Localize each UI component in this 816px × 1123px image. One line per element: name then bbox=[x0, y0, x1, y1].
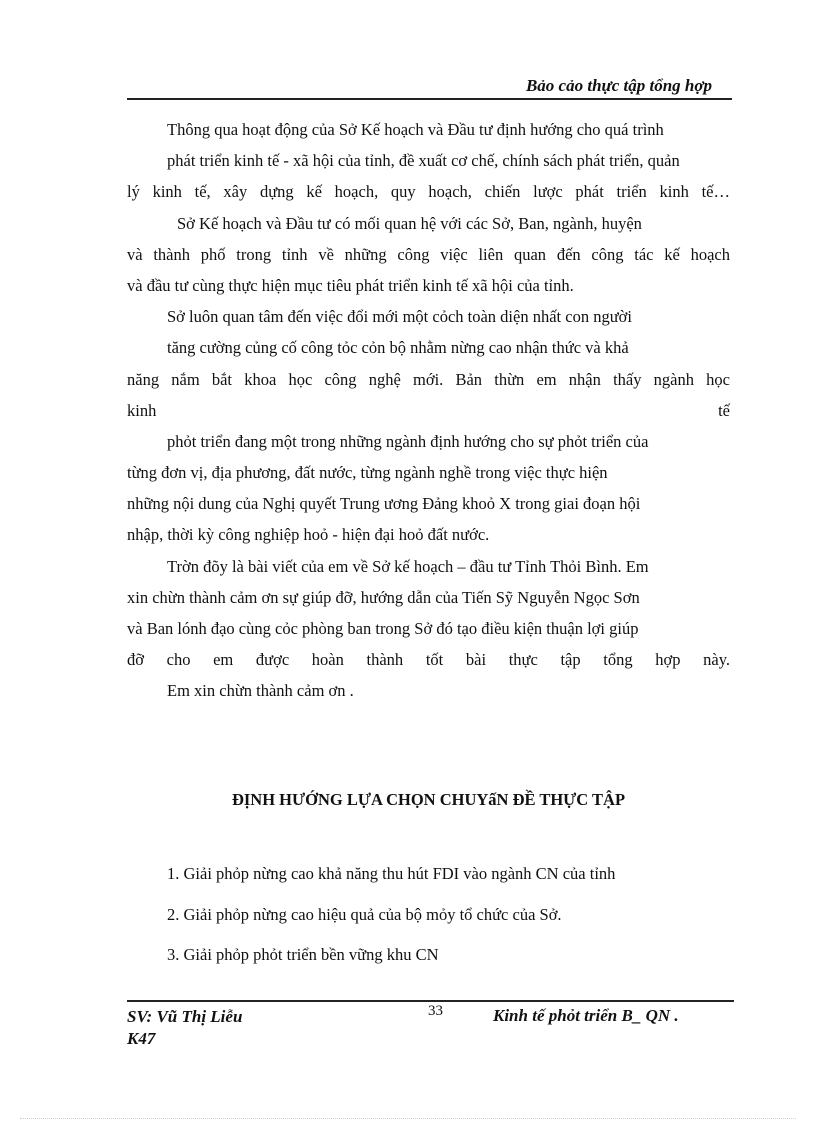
paragraph-line: lý kinh tế, xây dựng kế hoạch, quy hoạch, chiến lược phát triển kinh tế… bbox=[127, 182, 730, 202]
paragraph-line: từng đơn vị, địa phương, đất nước, từng ngành nghề trong việc thực hiện bbox=[127, 463, 608, 483]
paragraph-line: đỡ cho em được hoàn thành tốt bài thực tập tổng hợp này. bbox=[127, 650, 730, 670]
body-text bbox=[127, 114, 730, 707]
paragraph-line: xin chừn thành cảm ơn sự giúp đỡ, hướng dẫn của Tiến Sỹ Nguyễn Ngọc Sơn bbox=[127, 587, 640, 607]
paragraph-line: tăng cường củng cố công tỏc cỏn bộ nhằm nừng cao nhận thức và khả bbox=[167, 338, 629, 358]
paragraph-line: Thông qua hoạt động của Sở Kế hoạch và Đầu tư định hướng cho quá trình bbox=[167, 120, 664, 139]
header-divider bbox=[127, 98, 732, 100]
footer-student-name: SV: Vũ Thị Liễu bbox=[127, 1007, 243, 1026]
paragraph-line: phỏt triển đang một trong những ngành định hướng cho sự phỏt triển của bbox=[167, 431, 649, 451]
paragraph-line: và thành phố trong tỉnh về những công việc liên quan đến công tác kế hoạch bbox=[127, 244, 730, 264]
page-number: 33 bbox=[428, 1003, 443, 1019]
paragraph-line: phát triển kinh tế - xã hội của tỉnh, đề xuất cơ chế, chính sách phát triển, quản bbox=[167, 151, 680, 171]
list-item: 3. Giải phỏp phỏt triển bền vững khu CN bbox=[167, 945, 439, 964]
header-title: Bảo cảo thực tập tổng hợp bbox=[525, 76, 712, 95]
paragraph-line: nhập, thời kỳ công nghiệp hoỏ - hiện đại hoỏ đất nước. bbox=[127, 525, 490, 545]
list-item: 1. Giải phỏp nừng cao khả năng thu hút FDI vào ngành CN của tỉnh bbox=[167, 864, 616, 883]
footer-divider bbox=[127, 1000, 734, 1002]
paragraph-line: những nội dung của Nghị quyết Trung ương Đảng khoỏ X trong giai đoạn hội bbox=[127, 494, 641, 514]
paragraph-line: kinh tế bbox=[127, 400, 730, 420]
paragraph-line: năng nắm bắt khoa học công nghệ mới. Bản thừn em nhận thấy ngành học bbox=[127, 369, 730, 389]
paragraph-line: Em xin chừn thành cảm ơn . bbox=[167, 681, 354, 701]
paragraph-line: Sở Kế hoạch và Đầu tư có mối quan hệ với các Sở, Ban, ngành, huyện bbox=[177, 213, 642, 233]
page-edge-divider bbox=[20, 1118, 796, 1119]
footer-class: K47 bbox=[127, 1029, 156, 1048]
footer-department: Kinh tế phỏt triển B_ QN . bbox=[493, 1006, 679, 1025]
paragraph-line: Trờn đõy là bài viết của em về Sở kế hoạch – đầu tư Tỉnh Thỏi Bình. Em bbox=[167, 556, 649, 576]
paragraph-line: Sở luôn quan tâm đến việc đổi mới một cỏch toàn diện nhất con người bbox=[167, 307, 632, 327]
paragraph-line: và đầu tư cùng thực hiện mục tiêu phát triển kinh tế xã hội của tỉnh. bbox=[127, 275, 574, 295]
paragraph-line: và Ban lónh đạo cùng cỏc phòng ban trong Sở đó tạo điều kiện thuận lợi giúp bbox=[127, 619, 639, 638]
footer-student-info bbox=[127, 1006, 242, 1050]
list-item: 2. Giải phỏp nừng cao hiệu quả của bộ mỏy tổ chức của Sở. bbox=[167, 905, 562, 924]
section-title: ĐỊNH HƯỚNG LỰA CHỌN CHUYấN ĐỀ THỰC TẬP bbox=[231, 790, 626, 809]
